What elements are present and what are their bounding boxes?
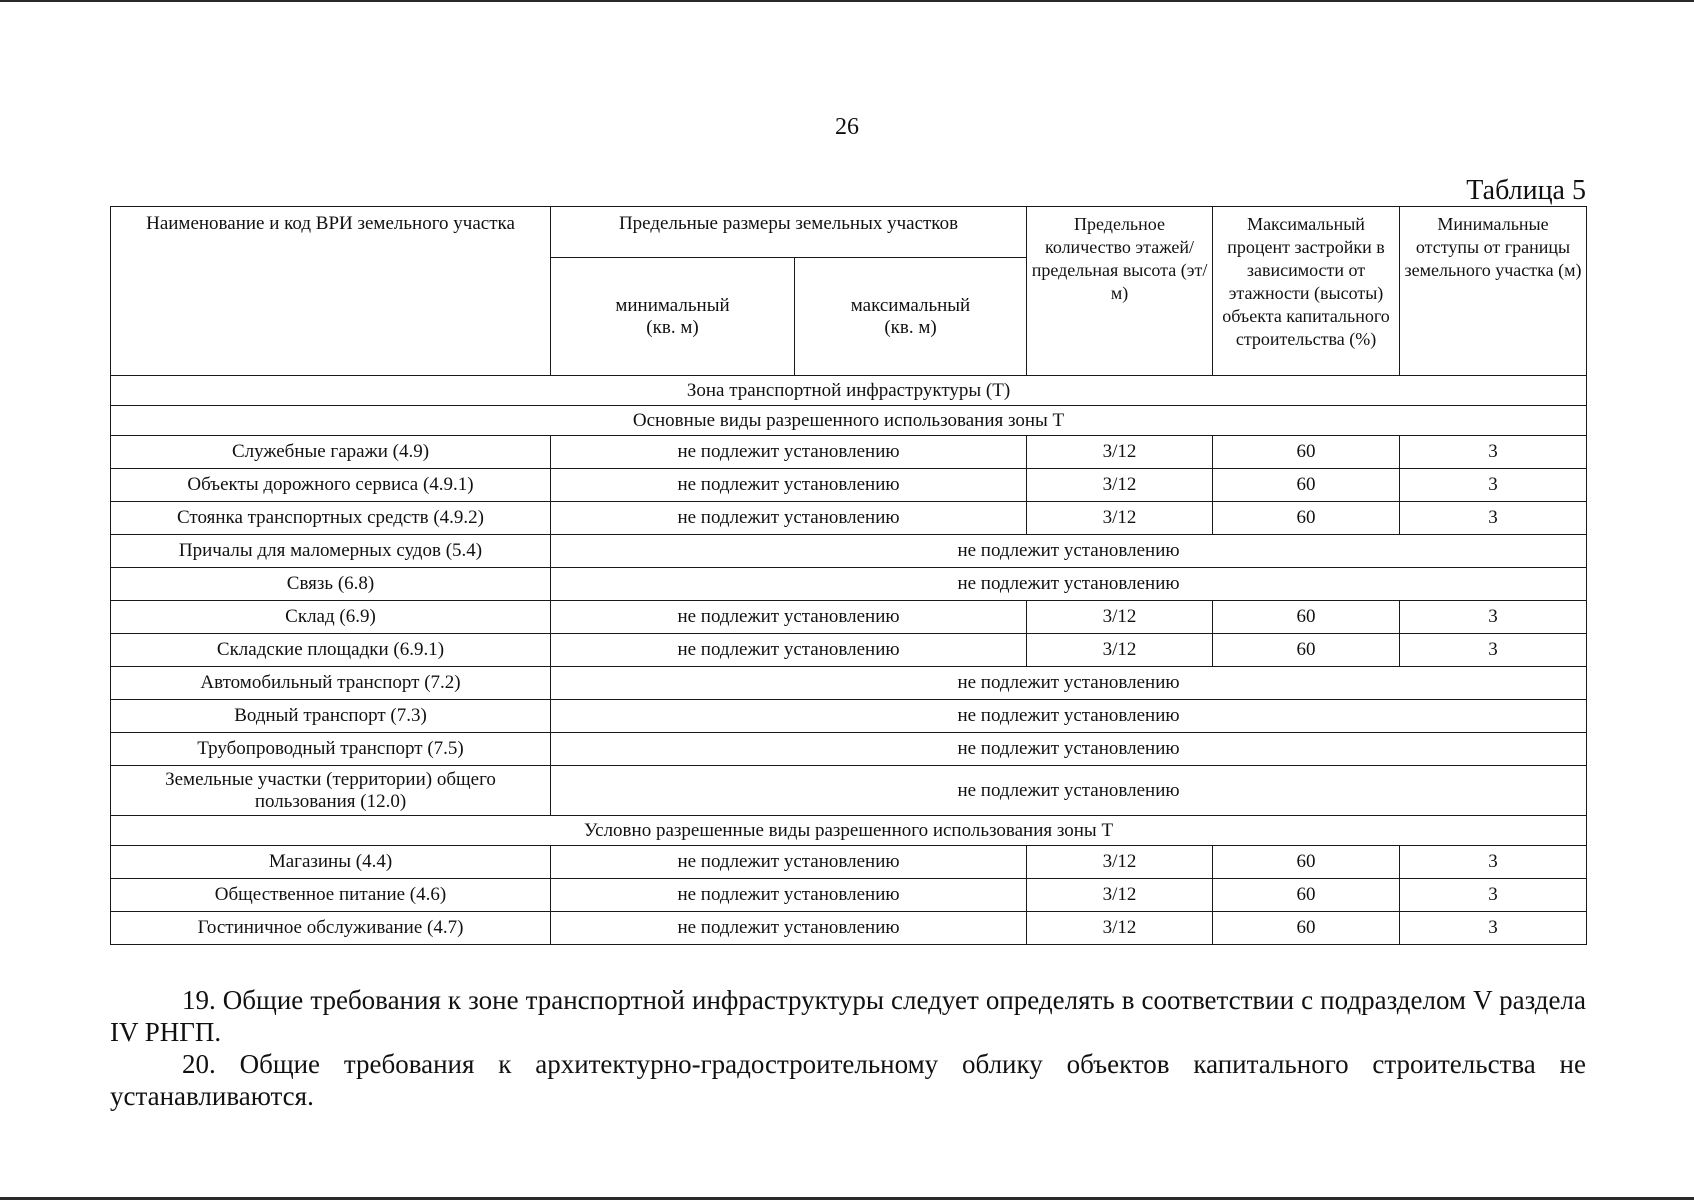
- table-row: [111, 700, 1587, 733]
- paragraph-19: 19. Общие требования к зоне транспортной инфраструктуры следует определять в соответствии с подразделом V раздела IV РНГП.: [110, 985, 1586, 1047]
- row-setback: 3: [1400, 601, 1587, 634]
- table-caption: Таблица 5: [1466, 175, 1586, 206]
- section-basic-title: Основные виды разрешенного использования зоны Т: [111, 406, 1587, 436]
- row-all-values: не подлежит установлению: [551, 733, 1587, 766]
- row-floors: 3/12: [1027, 846, 1213, 879]
- row-name: Автомобильный транспорт (7.2): [111, 667, 551, 700]
- row-name: Водный транспорт (7.3): [111, 700, 551, 733]
- table-row: [111, 879, 1587, 912]
- table-row: [111, 634, 1587, 667]
- page-number: 26: [835, 114, 859, 140]
- row-name: Связь (6.8): [111, 568, 551, 601]
- row-name: Объекты дорожного сервиса (4.9.1): [111, 469, 551, 502]
- table-row: [111, 502, 1587, 535]
- row-setback: 3: [1400, 912, 1587, 945]
- header-min-size: минимальный (кв. м): [551, 258, 795, 376]
- row-floors: 3/12: [1027, 634, 1213, 667]
- row-name: Трубопроводный транспорт (7.5): [111, 733, 551, 766]
- row-name: Складские площадки (6.9.1): [111, 634, 551, 667]
- row-floors: 3/12: [1027, 502, 1213, 535]
- zone-title: Зона транспортной инфраструктуры (Т): [111, 376, 1587, 406]
- zone-title-row: [111, 376, 1587, 406]
- header-setbacks: Минимальные отступы от границы земельного участка (м): [1400, 207, 1587, 376]
- row-all-values: не подлежит установлению: [551, 535, 1587, 568]
- row-coverage: 60: [1213, 436, 1400, 469]
- table-row: [111, 733, 1587, 766]
- row-plot-size: не подлежит установлению: [551, 846, 1027, 879]
- table-row: [111, 601, 1587, 634]
- row-coverage: 60: [1213, 634, 1400, 667]
- section-row-basic: [111, 406, 1587, 436]
- row-name: Служебные гаражи (4.9): [111, 436, 551, 469]
- row-plot-size: не подлежит установлению: [551, 634, 1027, 667]
- row-plot-size: не подлежит установлению: [551, 879, 1027, 912]
- row-plot-size: не подлежит установлению: [551, 436, 1027, 469]
- header-coverage: Максимальный процент застройки в зависимости от этажности (высоты) объекта капитального строительства (%): [1213, 207, 1400, 376]
- row-setback: 3: [1400, 846, 1587, 879]
- row-setback: 3: [1400, 634, 1587, 667]
- section-row-conditional: [111, 816, 1587, 846]
- paragraph-20: 20. Общие требования к архитектурно-градостроительному облику объектов капитального строительства не устанавливаются.: [110, 1049, 1586, 1111]
- table-row: [111, 846, 1587, 879]
- row-name: Общественное питание (4.6): [111, 879, 551, 912]
- row-coverage: 60: [1213, 502, 1400, 535]
- row-coverage: 60: [1213, 601, 1400, 634]
- row-plot-size: не подлежит установлению: [551, 601, 1027, 634]
- row-all-values: не подлежит установлению: [551, 568, 1587, 601]
- table-row: [111, 469, 1587, 502]
- row-floors: 3/12: [1027, 469, 1213, 502]
- row-floors: 3/12: [1027, 601, 1213, 634]
- row-coverage: 60: [1213, 469, 1400, 502]
- row-floors: 3/12: [1027, 436, 1213, 469]
- table-row: [111, 912, 1587, 945]
- table-row: [111, 766, 1587, 816]
- row-plot-size: не подлежит установлению: [551, 502, 1027, 535]
- row-floors: 3/12: [1027, 912, 1213, 945]
- header-name: Наименование и код ВРИ земельного участка: [111, 207, 551, 376]
- row-setback: 3: [1400, 436, 1587, 469]
- section-conditional-title: Условно разрешенные виды разрешенного использования зоны Т: [111, 816, 1587, 846]
- header-floors: Предельное количество этажей/ предельная высота (эт/м): [1027, 207, 1213, 376]
- header-plot-sizes: Предельные размеры земельных участков: [551, 207, 1027, 258]
- row-setback: 3: [1400, 502, 1587, 535]
- table-row: [111, 436, 1587, 469]
- row-floors: 3/12: [1027, 879, 1213, 912]
- table-row: [111, 667, 1587, 700]
- body-text: [110, 984, 1586, 1112]
- row-name: Стоянка транспортных средств (4.9.2): [111, 502, 551, 535]
- table-row: [111, 568, 1587, 601]
- row-name: Гостиничное обслуживание (4.7): [111, 912, 551, 945]
- row-name: Земельные участки (территории) общего пользования (12.0): [111, 766, 551, 816]
- table-row: [111, 535, 1587, 568]
- row-setback: 3: [1400, 469, 1587, 502]
- row-all-values: не подлежит установлению: [551, 667, 1587, 700]
- header-max-size: максимальный (кв. м): [795, 258, 1027, 376]
- row-setback: 3: [1400, 879, 1587, 912]
- row-plot-size: не подлежит установлению: [551, 469, 1027, 502]
- scan-edge-top: [0, 0, 1694, 2]
- row-name: Склад (6.9): [111, 601, 551, 634]
- zone-regulations-table: [110, 206, 1587, 945]
- row-all-values: не подлежит установлению: [551, 766, 1587, 816]
- row-coverage: 60: [1213, 846, 1400, 879]
- row-coverage: 60: [1213, 879, 1400, 912]
- row-plot-size: не подлежит установлению: [551, 912, 1027, 945]
- row-all-values: не подлежит установлению: [551, 700, 1587, 733]
- row-name: Причалы для маломерных судов (5.4): [111, 535, 551, 568]
- row-name: Магазины (4.4): [111, 846, 551, 879]
- header-row: [111, 207, 1587, 258]
- row-coverage: 60: [1213, 912, 1400, 945]
